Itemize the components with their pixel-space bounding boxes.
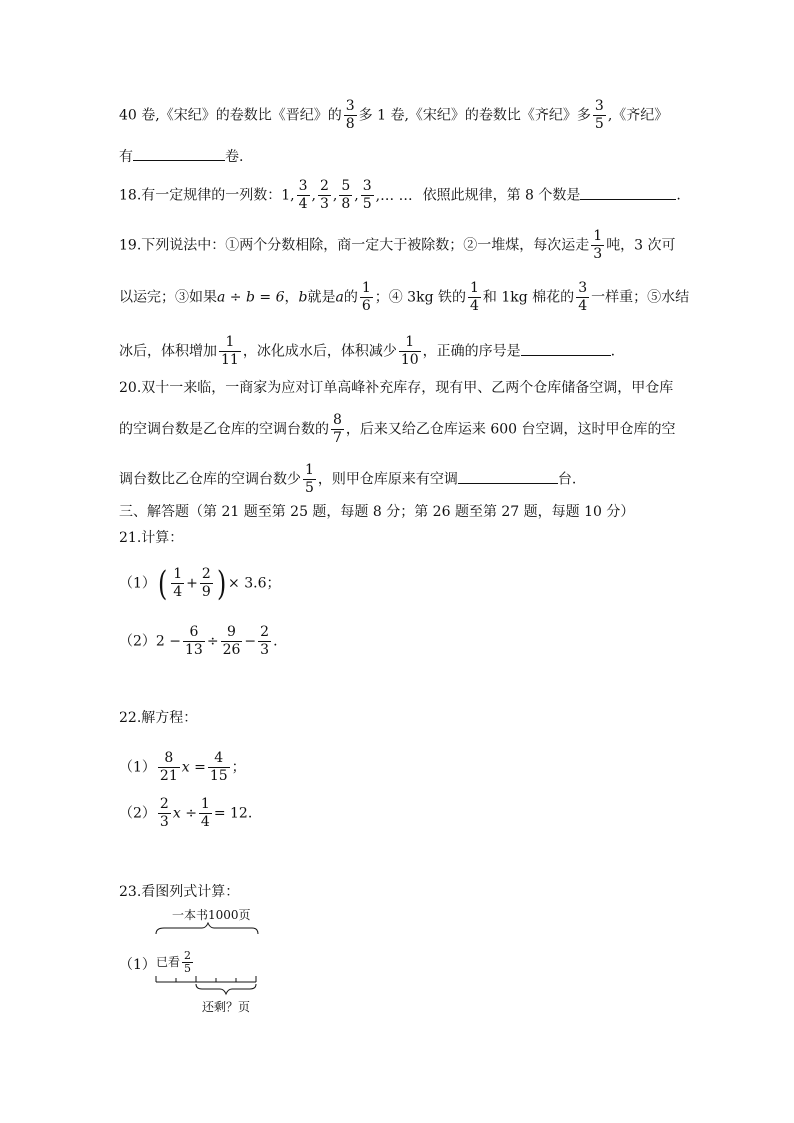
- fraction: $\frac{1}{6}$: [361, 280, 371, 314]
- q23-title: 23.看图列式计算：: [119, 884, 240, 900]
- top-brace: [154, 922, 264, 942]
- fraction: $\frac{3}{8}$: [345, 98, 355, 132]
- fraction: $\frac{1}{10}$: [400, 334, 419, 368]
- fraction: $\frac{5}{8}$: [341, 178, 351, 212]
- q22-part-1: （1） $\frac{8}{21}$ x = $\frac{4}{15}$ ；: [119, 750, 246, 784]
- q17-text: 多 1 卷,《宋纪》的卷数比《齐纪》多: [358, 107, 591, 124]
- read-label: 已看 $\frac{2}{5}$: [156, 949, 192, 975]
- fraction: $\frac{1}{4}$: [173, 566, 183, 600]
- fraction: $\frac{9}{26}$: [222, 624, 241, 658]
- q23-part-1-label: （1）: [119, 957, 156, 973]
- fraction: $\frac{3}{4}$: [578, 280, 588, 314]
- q17-line-1: [119, 98, 668, 133]
- q20-line-1: 20.双十一来临，一商家为应对订单高峰补充库存，现有甲、乙两个仓库储备空调，甲仓库: [119, 380, 674, 396]
- q19-line-1: 19.下列说法中：①两个分数相除，商一定大于被除数；②一堆煤，每次运走 $\frac{1}{3}$ 吨，3 次可: [119, 228, 676, 262]
- fraction: $\frac{1}{3}$: [593, 228, 603, 262]
- fraction: $\frac{2}{9}$: [201, 566, 211, 600]
- fraction: $\frac{8}{21}$: [159, 750, 178, 784]
- equation: a ÷ b = 6: [217, 289, 285, 306]
- q21-title: 21.计算：: [119, 530, 184, 546]
- fraction: $\frac{1}{4}$: [200, 796, 210, 830]
- fraction: $\frac{1}{11}$: [221, 334, 239, 368]
- q17-text: 40 卷,《宋纪》的卷数比《晋纪》的: [119, 107, 342, 124]
- left-paren: (: [157, 563, 168, 604]
- answer-blank[interactable]: [521, 341, 611, 356]
- q22-title: 22.解方程：: [119, 710, 198, 726]
- fraction: $\frac{2}{3}$: [159, 796, 169, 830]
- answer-blank[interactable]: [133, 146, 225, 161]
- q21-part-1: （1）( $\frac{1}{4}$ + $\frac{2}{9}$ ) × 3.6；: [119, 563, 281, 604]
- q17-text: ,《齐纪》: [607, 107, 669, 124]
- fraction: $\frac{3}{4}$: [298, 178, 308, 212]
- fraction: $\frac{8}{7}$: [333, 412, 342, 446]
- fraction: $\frac{6}{13}$: [185, 624, 203, 658]
- q20-line-3: 调台数比乙仓库的空调台数少 $\frac{1}{5}$ ，则甲仓库原来有空调 台.: [119, 462, 577, 496]
- right-paren: ): [216, 563, 227, 604]
- fraction: $\frac{2}{3}$: [320, 178, 329, 212]
- q18-line: 18.有一定规律的一列数：1, $\frac{3}{4}$ , $\frac{2}{3}$ , $\frac{5}{8}$ , $\frac{3}{5}$ ,… … 依照此规律，第 8 个数是 .: [119, 178, 681, 212]
- q17-line-2: 有 卷.: [119, 146, 243, 167]
- fraction: $\frac{2}{5}$: [184, 949, 192, 975]
- q19-line-3: 冰后，体积增加 $\frac{1}{11}$ ，冰化成水后，体积减少 $\frac{1}{10}$ ，正确的序号是 .: [119, 334, 616, 368]
- q19-line-2: 以运完；③如果a ÷ b = 6，b就是a的 $\frac{1}{6}$ ；④ 3kg 铁的 $\frac{1}{4}$ 和 1kg 棉花的 $\frac{3}{4}$ 一样重；⑤水结: [119, 280, 690, 314]
- answer-blank[interactable]: [458, 469, 558, 484]
- book-pages-diagram: [150, 906, 270, 1016]
- fraction: $\frac{1}{4}$: [470, 280, 479, 314]
- answer-blank[interactable]: [580, 185, 676, 200]
- q20-line-2: 的空调台数是乙仓库的空调台数的 $\frac{8}{7}$ ，后来又给乙仓库运来 600 台空调，这时甲仓库的空: [119, 412, 676, 446]
- total-pages-label: 一本书1000页: [172, 908, 251, 922]
- fraction: $\frac{1}{5}$: [305, 462, 314, 496]
- fraction: $\frac{2}{3}$: [260, 624, 270, 658]
- fraction: $\frac{3}{5}$: [362, 178, 372, 212]
- remaining-label: 还剩？页: [202, 1000, 251, 1014]
- fraction: $\frac{4}{15}$: [209, 750, 228, 784]
- section-heading: 三、解答题（第 21 题至第 25 题，每题 8 分；第 26 题至第 27 题，每题 10 分）: [119, 504, 635, 520]
- q22-part-2: （2） $\frac{2}{3}$ x ÷ $\frac{1}{4}$ = 12.: [119, 796, 253, 830]
- fraction: $\frac{3}{5}$: [594, 98, 604, 132]
- q21-part-2: （2）2 − $\frac{6}{13}$ ÷ $\frac{9}{26}$ − $\frac{2}{3}$ .: [119, 624, 278, 658]
